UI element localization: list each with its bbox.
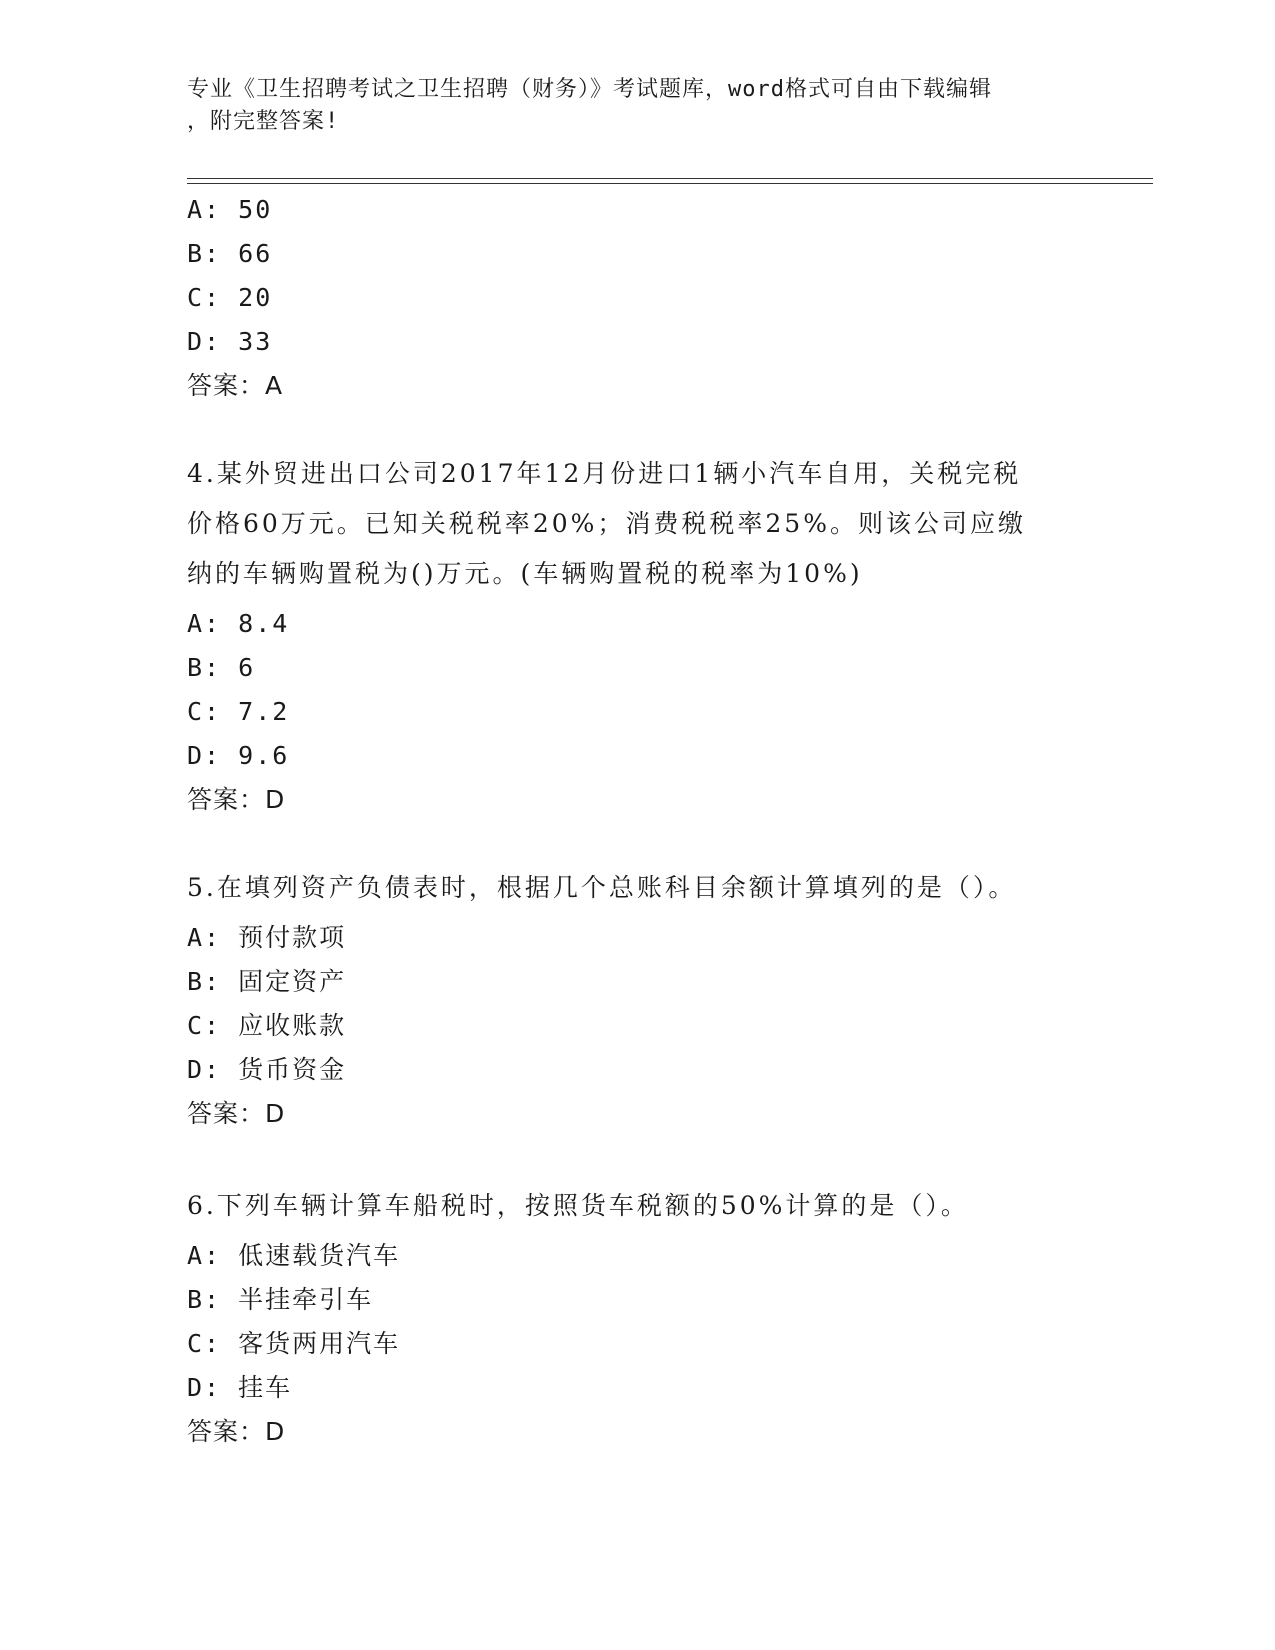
q4-option-a: A: 8.4: [187, 609, 290, 638]
q5-option-d: D: 货币资金: [187, 1055, 347, 1084]
header-divider-top: [187, 178, 1153, 179]
q5-option-b: B: 固定资产: [187, 967, 347, 996]
q3-option-b: B: 66: [187, 239, 273, 268]
q4-option-d: D: 9.6: [187, 741, 290, 770]
q3-option-d: D: 33: [187, 327, 273, 356]
q5-option-c: C: 应收账款: [187, 1011, 347, 1040]
header-line-1: 专业《卫生招聘考试之卫生招聘（财务）》考试题库，word格式可自由下载编辑: [187, 77, 992, 102]
q6-text-line-1: 6.下列车辆计算车船税时，按照货车税额的50%计算的是（）。: [187, 1191, 969, 1220]
q4-option-b: B: 6: [187, 653, 256, 682]
q6-answer: 答案：D: [187, 1417, 286, 1446]
document-header: [187, 74, 1067, 138]
q5-option-a: A: 预付款项: [187, 923, 347, 952]
q4-answer: 答案：D: [187, 785, 286, 814]
header-line-2: ，附完整答案!: [187, 109, 340, 134]
q4-option-c: C: 7.2: [187, 697, 290, 726]
q3-option-c: C: 20: [187, 283, 273, 312]
q6-option-d: D: 挂车: [187, 1373, 293, 1402]
q4-text-line-2: 价格60万元。已知关税税率20%；消费税税率25%。则该公司应缴: [187, 509, 1026, 538]
q6-option-b: B: 半挂牵引车: [187, 1285, 374, 1314]
q6-option-a: A: 低速载货汽车: [187, 1241, 401, 1270]
header-divider-bottom: [187, 183, 1153, 184]
q6-option-c: C: 客货两用汽车: [187, 1329, 401, 1358]
q5-answer: 答案：D: [187, 1099, 286, 1128]
q3-option-a: A: 50: [187, 195, 273, 224]
q5-text-line-1: 5.在填列资产负债表时，根据几个总账科目余额计算填列的是（）。: [187, 873, 1017, 902]
q4-text-line-1: 4.某外贸进出口公司2017年12月份进口1辆小汽车自用，关税完税: [187, 459, 1022, 488]
q3-answer: 答案：A: [187, 371, 284, 400]
q4-text-line-3: 纳的车辆购置税为()万元。(车辆购置税的税率为10%): [187, 559, 863, 588]
